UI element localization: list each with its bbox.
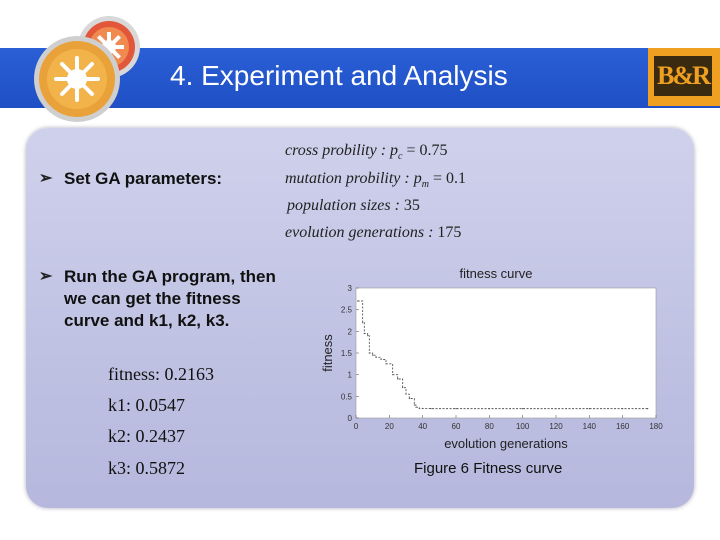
result-k2: k2: 0.2437 (108, 426, 186, 446)
data-point (589, 408, 590, 409)
x-tick-label: 160 (615, 422, 630, 431)
y-tick-label: 1.5 (340, 349, 352, 358)
x-tick-label: 40 (418, 422, 428, 431)
bullet-run-program (39, 266, 276, 332)
figure-caption: Figure 6 Fitness curve (414, 460, 563, 477)
data-point (414, 404, 415, 405)
plot-area (356, 288, 656, 418)
y-axis-label: fitness (320, 334, 335, 372)
bullet-set-parameters (39, 168, 223, 190)
result-k1: k1: 0.0547 (108, 395, 186, 415)
data-point (555, 408, 556, 409)
data-point (430, 408, 431, 409)
param-evolution-generations: evolution generations : 175 (285, 224, 462, 241)
data-point (380, 359, 381, 360)
data-point (455, 408, 456, 409)
data-point (369, 352, 370, 353)
bullet-arrow-icon: ➢ (39, 268, 53, 285)
y-tick-label: 0.5 (340, 392, 352, 402)
bullet-text: Set GA parameters: (64, 169, 223, 188)
data-point (385, 363, 386, 364)
data-point (405, 394, 406, 395)
x-tick-label: 140 (582, 422, 597, 431)
y-tick-label: 2.5 (340, 305, 352, 315)
brand-logo-text: B&R (654, 56, 712, 96)
data-point (392, 374, 393, 375)
data-point (622, 408, 623, 409)
y-tick-label: 3 (347, 284, 352, 293)
x-tick-label: 100 (515, 422, 530, 431)
bullet-arrow-icon: ➢ (39, 170, 53, 187)
x-tick-label: 180 (649, 422, 663, 431)
data-point (402, 387, 403, 388)
data-point (415, 407, 416, 408)
data-point (362, 322, 363, 323)
chart-title: fitness curve (459, 266, 533, 281)
data-point (419, 408, 420, 409)
result-k3: k3: 0.5872 (108, 458, 186, 478)
data-point (364, 333, 365, 334)
fitness-chart (318, 262, 668, 452)
data-point (522, 408, 523, 409)
data-point (357, 300, 358, 301)
sun-badge-icon (32, 34, 122, 124)
x-axis-label: evolution generations (444, 436, 568, 451)
x-tick-label: 60 (451, 422, 461, 431)
data-point (409, 398, 410, 399)
x-tick-label: 0 (353, 422, 359, 431)
x-tick-label: 80 (484, 422, 494, 431)
data-point (372, 355, 373, 356)
y-tick-label: 2 (347, 327, 352, 337)
data-point (375, 357, 376, 358)
bullet-text-line-1: Run the GA program, then (64, 267, 276, 286)
y-tick-label: 0 (347, 414, 352, 423)
x-tick-label: 120 (549, 422, 563, 431)
bullet-text-line-2: we can get the fitness (64, 289, 241, 308)
param-cross-probability: cross probility : $p_c = 0.75$ (285, 142, 448, 163)
x-tick-label: 20 (384, 422, 394, 431)
data-point (489, 408, 490, 409)
data-point (422, 408, 423, 409)
page-title: 4. Experiment and Analysis (170, 60, 508, 91)
brand-logo (648, 48, 720, 106)
data-point (397, 378, 398, 379)
param-population-size: population sizes : 35 (287, 197, 420, 214)
data-point (367, 335, 368, 336)
bullet-text-line-3: curve and k1, k2, k3. (64, 311, 230, 330)
result-fitness: fitness: 0.2163 (108, 364, 214, 384)
y-tick-label: 1 (347, 370, 352, 380)
param-mutation-probability: mutation probility : $p_m = 0.1$ (285, 170, 466, 191)
data-point (647, 408, 648, 409)
